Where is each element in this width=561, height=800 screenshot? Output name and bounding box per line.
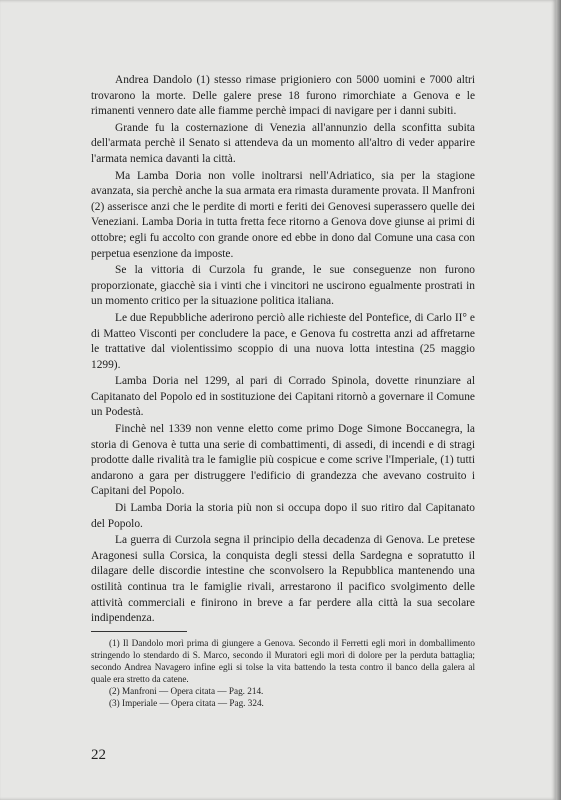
footnote-3: (3) Imperiale — Opera citata — Pag. 324. — [109, 698, 264, 709]
paragraph-4: Se la vittoria di Curzola fu grande, le sue conseguenze non furono proporzionate, giacchè sia i vinti che i vincitori ne uscirono egualmente prostrati in un momento critico per la situazione politica italiana. — [91, 264, 475, 308]
paragraph-1: Andrea Dandolo (1) stesso rimase prigioniero con 5000 uomini e 7000 altri trovarono la morte. Delle galere prese 18 furono rimorchiate a Genova e le rimanenti vennero date alle fiamme perchè impaci di navigare per i danni subiti. — [91, 74, 475, 118]
page-edge-shadow — [556, 0, 561, 800]
paragraph-3: Ma Lamba Doria non volle inoltrarsi nell'Adriatico, sia per la stagione avanzata, sia perchè anche la sua armata era rimasta duramente provata. Il Manfroni (2) asserisce anzi che le perdite di morti e feriti dei Genovesi superassero quelle dei Veneziani. Lamba Doria in tutta fretta fece ritorno a Genova dove giunse ai primi di ottobre; egli fu accolto con grande onore ed ebbe in dono dal Comune una casa con perpetua esenzione da imposte. — [91, 169, 475, 260]
paragraph-6: Lamba Doria nel 1299, al pari di Corrado Spinola, dovette rinunziare al Capitanato del Popolo ed in sostituzione dei Capitani ritornò a governare il Comune un Podestà. — [91, 375, 475, 419]
paragraph-5: Le due Repubbliche aderirono perciò alle richieste del Pontefice, di Carlo II° e di Matteo Visconti per concludere la pace, e Genova fu costretta anzi ad affretarne le trattative dal violentissimo scoppio di una nuova lotta intestina (25 maggio 1299). — [91, 311, 475, 371]
paragraph-7: Finchè nel 1339 non venne eletto come primo Doge Simone Boccanegra, la storia di Genova è tutta una serie di combattimenti, di assedi, di incendi e di stragi prodotte dalle rivalità tra le famiglie più cospicue e come scrive l'Imperiale, (1) tutti andarono a gara per distruggere l'edificio di grandezza che avevano costruito i Capitani del Popolo. — [91, 423, 475, 498]
footnote-1: (1) Il Dandolo morì prima di giungere a Genova. Secondo il Ferretti egli morì in domballimento stringendo lo stendardo di S. Marco, secondo il Muratori egli morì di dolore per la perduta battaglia; secondo Andrea Navagero infine egli si tolse la vita battendo la testa contro il banco della galera al quale era stretto da catene. — [91, 638, 475, 685]
footnote-divider — [91, 631, 187, 632]
page-number: 22 — [91, 747, 106, 763]
footnote-2: (2) Manfroni — Opera citata — Pag. 214. — [109, 686, 264, 697]
paragraph-9: La guerra di Curzola segna il principio della decadenza di Genova. Le pretese Aragonesi sulla Corsica, la conquista degli stessi della Sardegna e sopratutto il dilagare delle discordie intestine che sconvolsero la Repubblica mantenendo una ostilità continua tra le famiglie rivali, arrestarono il pacifico svolgimento delle attività commerciali e finirono in breve a far perdere alla città la sua secolare indipendenza. — [91, 534, 475, 625]
paragraph-2: Grande fu la costernazione di Venezia all'annunzio della sconfitta subita dell'armata perchè il Senato si attendeva da un momento all'altro di veder apparire l'armata nemica davanti la città. — [91, 121, 475, 165]
main-text — [91, 73, 475, 628]
footnotes — [91, 637, 475, 710]
paragraph-8: Di Lamba Doria la storia più non si occupa dopo il suo ritiro dal Capitanato del Popolo. — [91, 502, 475, 530]
